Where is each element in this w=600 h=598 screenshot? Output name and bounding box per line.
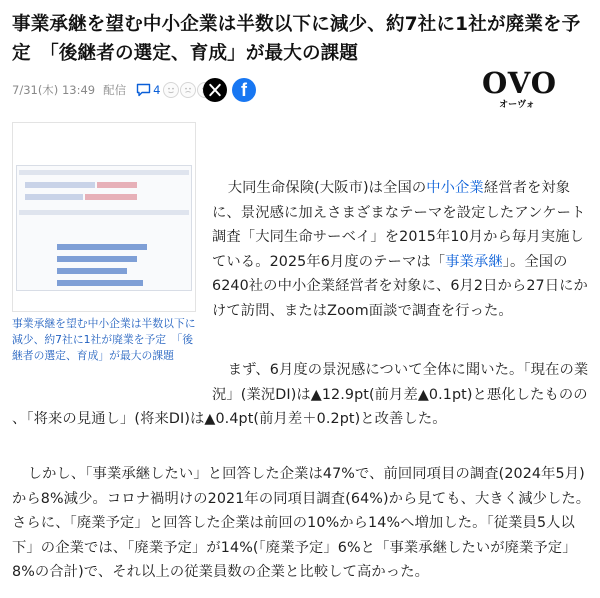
body-paragraph-1: 大同生命保険(大阪市)は全国の中小企業経営者を対象に、景況感に加えさまざまなテーマを設定したアンケート調査「大同生命サーベイ」を2015年10月から毎月実施している。2025年6月度のテーマは「事業承継」。全国の6240社の中小企業経営者を対象に、6月2日から27日にかけて訪問、またはZoom面談で調査を行った。 — [212, 180, 588, 319]
body-paragraph-2-continued: 、「将来の見通し」(将来DI)は▲0.4pt(前月差＋0.2pt)と改善した。 — [12, 411, 447, 427]
share-facebook-button[interactable] — [232, 78, 256, 102]
reaction-face-icon — [163, 82, 179, 98]
delivery-label: 配信 — [103, 83, 127, 97]
x-logo-icon — [203, 78, 227, 102]
comment-count: 4 — [153, 83, 161, 97]
publisher-logo[interactable] — [482, 66, 558, 110]
publisher-logo-subtext: オーヴォ — [499, 100, 535, 110]
body-paragraph-3: しかし、「事業承継したい」と回答した企業は47%で、前回同項目の調査(2024年5月)から8%減少。コロナ禍明けの2021年の同項目調査(64%)から見ても、大きく減少した。さらに、「廃業予定」と回答した企業は前回の10%から14%へ増加した。「従業員5人以下」の企業では、「廃業予定」が14%(「廃業予定」6%と「事業承継したいが廃業予定」8%の合計)で、それ以上の従業員数の企業と比較して高かった。 — [12, 466, 591, 580]
share-x-button[interactable] — [203, 78, 227, 102]
article-figure[interactable] — [12, 122, 196, 312]
comment-icon — [136, 83, 151, 97]
keyword-link-jigyo-shokei[interactable]: 事業承継 — [445, 253, 503, 270]
figure-thumbnail-placeholder — [16, 165, 192, 291]
publish-date: 7/31(木) 13:49 — [12, 83, 96, 97]
article-title: 事業承継を望む中小企業は半数以下に減少、約7社に1社が廃業を予定 「後継者の選定、育成」が最大の課題 — [12, 14, 581, 64]
body-paragraph-2: まず、6月度の景況感について全体に聞いた。「現在の業況」(業況DI)は▲12.9pt(前月差▲0.1pt)と悪化したものの — [212, 362, 589, 403]
article-meta — [12, 78, 312, 102]
comment-link[interactable] — [136, 83, 160, 97]
facebook-logo-icon: f — [241, 79, 247, 100]
publisher-logo-text: OVO — [482, 66, 558, 100]
reaction-face-icon — [180, 82, 196, 98]
keyword-link-chusho-kigyo[interactable]: 中小企業 — [426, 180, 484, 196]
figure-caption[interactable]: 事業承継を望む中小企業は半数以下に減少、約7社に1社が廃業を予定 「後継者の選定、育成」が最大の課題 — [12, 317, 196, 362]
